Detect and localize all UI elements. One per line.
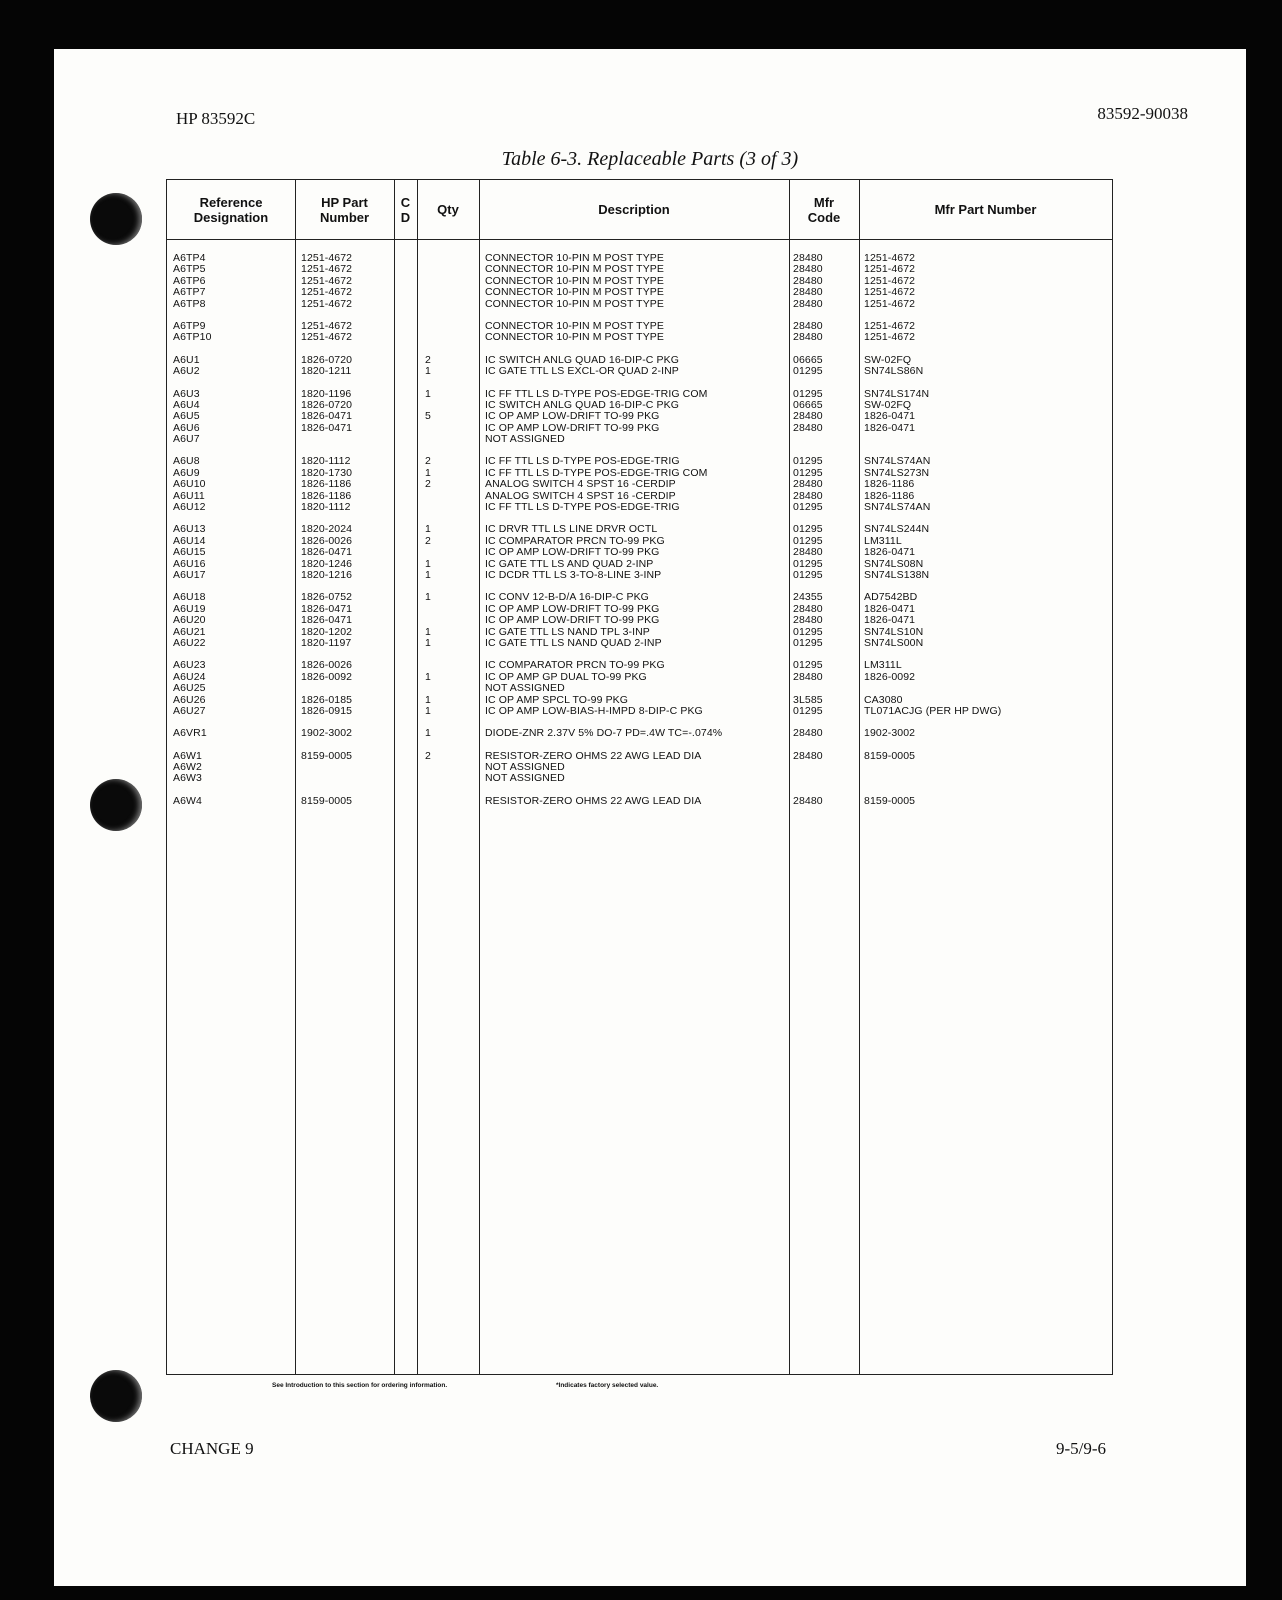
- cell-mfr-code: 28480: [793, 286, 823, 299]
- col-header-mfr-code: Mfr Code: [807, 194, 841, 225]
- footnote-factory: *Indicates factory selected value.: [556, 1382, 659, 1389]
- table-row: [167, 547, 1112, 558]
- cell-mfr-code: 28480: [793, 319, 823, 332]
- binder-hole: [90, 1370, 142, 1422]
- footnote-ordering: See Introduction to this section for ordering information.: [272, 1382, 448, 1389]
- cell-ref-designation: A6W1: [173, 749, 202, 762]
- cell-qty: 1: [425, 365, 431, 378]
- cell-hp-part-number: 8159-0005: [301, 749, 353, 762]
- row-group: [167, 796, 1112, 807]
- row-group: [167, 592, 1112, 649]
- cell-mfr-part-number: 1826-0471: [864, 410, 916, 423]
- cell-ref-designation: A6U26: [173, 693, 206, 706]
- cell-mfr-part-number: 1826-1186: [864, 478, 915, 491]
- cell-mfr-code: 28480: [793, 478, 823, 491]
- cell-hp-part-number: 1251-4672: [301, 263, 353, 276]
- cell-hp-part-number: 1820-1112: [301, 455, 351, 468]
- cell-ref-designation: A6U20: [173, 614, 206, 627]
- cell-description: NOT ASSIGNED: [485, 772, 565, 785]
- cell-mfr-code: 28480: [793, 331, 823, 344]
- cell-ref-designation: A6TP8: [173, 297, 206, 310]
- cell-qty: 1: [425, 704, 431, 717]
- cell-mfr-part-number: SN74LS00N: [864, 636, 924, 649]
- cell-description: IC SWITCH ANLG QUAD 16-DIP-C PKG: [485, 398, 679, 411]
- cell-qty: 1: [425, 523, 431, 536]
- cell-mfr-part-number: 1826-0471: [864, 546, 916, 559]
- cell-description: CONNECTOR 10-PIN M POST TYPE: [485, 263, 665, 276]
- cell-ref-designation: A6U21: [173, 625, 206, 638]
- cell-mfr-part-number: 1251-4672: [864, 252, 916, 264]
- row-group: [167, 321, 1112, 344]
- cell-ref-designation: A6U18: [173, 591, 206, 604]
- cell-mfr-part-number: SN74LS138N: [864, 568, 930, 581]
- table-row: [167, 660, 1112, 671]
- cell-ref-designation: A6U22: [173, 636, 206, 649]
- cell-description: CONNECTOR 10-PIN M POST TYPE: [485, 252, 665, 264]
- cell-hp-part-number: 1826-0092: [301, 670, 353, 683]
- row-group: [167, 389, 1112, 446]
- cell-mfr-part-number: SN74LS74AN: [864, 501, 931, 514]
- document-page: [54, 49, 1246, 1586]
- cell-mfr-code: 01295: [793, 534, 823, 547]
- cell-qty: 2: [425, 534, 431, 547]
- table-row: [167, 423, 1112, 434]
- cell-hp-part-number: 1820-1196: [301, 387, 352, 400]
- cell-mfr-part-number: 1251-4672: [864, 286, 916, 299]
- col-header-reference: Reference Designation: [193, 194, 269, 225]
- row-group: [167, 751, 1112, 785]
- cell-mfr-code: 28480: [793, 546, 823, 559]
- cell-description: IC GATE TTL LS EXCL-OR QUAD 2-INP: [485, 365, 679, 378]
- cell-mfr-part-number: 1251-4672: [864, 274, 916, 287]
- cell-qty: 1: [425, 568, 431, 581]
- cell-description: CONNECTOR 10-PIN M POST TYPE: [485, 319, 665, 332]
- cell-mfr-part-number: SN74LS74AN: [864, 455, 931, 468]
- cell-hp-part-number: 1820-1246: [301, 557, 353, 570]
- table-row: [167, 762, 1112, 773]
- cell-mfr-code: 06665: [793, 398, 823, 411]
- row-group: [167, 253, 1112, 310]
- cell-ref-designation: A6U1: [173, 353, 200, 366]
- cell-mfr-part-number: 8159-0005: [864, 794, 916, 807]
- col-header-mfr-part: Mfr Part Number: [934, 202, 1037, 217]
- cell-mfr-code: 28480: [793, 274, 823, 287]
- cell-description: ANALOG SWITCH 4 SPST 16 -CERDIP: [485, 489, 676, 502]
- cell-mfr-code: 28480: [793, 670, 823, 683]
- cell-qty: 1: [425, 557, 431, 570]
- cell-hp-part-number: 1826-0471: [301, 614, 353, 627]
- cell-description: IC OP AMP LOW-DRIFT TO-99 PKG: [485, 614, 660, 627]
- cell-qty: 1: [425, 466, 431, 479]
- cell-mfr-code: 06665: [793, 353, 823, 366]
- cell-description: CONNECTOR 10-PIN M POST TYPE: [485, 274, 665, 287]
- cell-mfr-code: 28480: [793, 794, 823, 807]
- cell-mfr-part-number: 1902-3002: [864, 727, 916, 740]
- col-header-cd: C D: [400, 194, 411, 225]
- cell-qty: 2: [425, 455, 431, 468]
- cell-mfr-part-number: 1826-0471: [864, 421, 916, 434]
- table-row: [167, 751, 1112, 762]
- parts-table: [166, 179, 1113, 1375]
- table-row: [167, 287, 1112, 298]
- cell-description: IC OP AMP GP DUAL TO-99 PKG: [485, 670, 647, 683]
- cell-ref-designation: A6U2: [173, 365, 200, 378]
- cell-mfr-part-number: SW-02FQ: [864, 353, 912, 366]
- cell-mfr-part-number: SN74LS08N: [864, 557, 924, 570]
- cell-hp-part-number: 1820-1211: [301, 365, 352, 378]
- table-row: [167, 366, 1112, 377]
- cell-ref-designation: A6TP10: [173, 331, 212, 344]
- cell-description: IC OP AMP LOW-DRIFT TO-99 PKG: [485, 602, 660, 615]
- table-row: [167, 570, 1112, 581]
- cell-qty: 1: [425, 636, 431, 649]
- col-header-hp-part: HP Part Number: [319, 194, 370, 225]
- cell-ref-designation: A6U8: [173, 455, 200, 468]
- cell-ref-designation: A6U27: [173, 704, 206, 717]
- cell-mfr-part-number: CA3080: [864, 693, 903, 706]
- cell-qty: 1: [425, 670, 431, 683]
- cell-mfr-code: 3L585: [793, 693, 823, 706]
- cell-description: IC COMPARATOR PRCN TO-99 PKG: [485, 659, 665, 672]
- table-row: [167, 672, 1112, 683]
- cell-ref-designation: A6U6: [173, 421, 200, 434]
- cell-ref-designation: A6TP6: [173, 274, 206, 287]
- cell-description: IC FF TTL LS D-TYPE POS-EDGE-TRIG COM: [485, 387, 708, 400]
- cell-description: IC COMPARATOR PRCN TO-99 PKG: [485, 534, 665, 547]
- table-row: [167, 638, 1112, 649]
- cell-hp-part-number: 1826-0471: [301, 421, 353, 434]
- row-group: [167, 728, 1112, 739]
- cell-description: IC FF TTL LS D-TYPE POS-EDGE-TRIG COM: [485, 466, 708, 479]
- cell-hp-part-number: 1820-1202: [301, 625, 353, 638]
- cell-mfr-code: 28480: [793, 489, 823, 502]
- table-row: [167, 479, 1112, 490]
- cell-mfr-code: 01295: [793, 501, 823, 514]
- cell-hp-part-number: 1251-4672: [301, 297, 353, 310]
- cell-mfr-code: 28480: [793, 421, 823, 434]
- cell-ref-designation: A6W2: [173, 761, 202, 774]
- cell-description: IC DCDR TTL LS 3-TO-8-LINE 3-INP: [485, 568, 662, 581]
- table-row: [167, 502, 1112, 513]
- cell-description: IC FF TTL LS D-TYPE POS-EDGE-TRIG: [485, 455, 680, 468]
- cell-mfr-part-number: LM311L: [864, 534, 902, 547]
- table-row: [167, 299, 1112, 310]
- cell-description: CONNECTOR 10-PIN M POST TYPE: [485, 331, 665, 344]
- table-row: [167, 706, 1112, 717]
- cell-mfr-part-number: 1826-0471: [864, 602, 916, 615]
- row-group: [167, 355, 1112, 378]
- table-row: [167, 411, 1112, 422]
- cell-description: ANALOG SWITCH 4 SPST 16 -CERDIP: [485, 478, 676, 491]
- cell-mfr-code: 28480: [793, 410, 823, 423]
- cell-description: IC OP AMP LOW-DRIFT TO-99 PKG: [485, 410, 660, 423]
- cell-mfr-part-number: SN74LS86N: [864, 365, 924, 378]
- cell-hp-part-number: 1826-0471: [301, 546, 353, 559]
- cell-qty: 2: [425, 478, 431, 491]
- cell-mfr-code: 01295: [793, 659, 823, 672]
- cell-mfr-code: 01295: [793, 387, 823, 400]
- cell-description: NOT ASSIGNED: [485, 761, 565, 774]
- footer-change: CHANGE 9: [170, 1439, 254, 1458]
- cell-ref-designation: A6U17: [173, 568, 206, 581]
- cell-hp-part-number: 1251-4672: [301, 274, 353, 287]
- footer-page-number: 9-5/9-6: [1055, 1439, 1106, 1458]
- cell-hp-part-number: 1826-0720: [301, 353, 353, 366]
- cell-hp-part-number: 1251-4672: [301, 331, 353, 344]
- cell-description: RESISTOR-ZERO OHMS 22 AWG LEAD DIA: [485, 794, 702, 807]
- cell-ref-designation: A6U13: [173, 523, 206, 536]
- cell-mfr-part-number: 1251-4672: [864, 319, 916, 332]
- cell-hp-part-number: 1820-1112: [301, 501, 351, 514]
- cell-description: IC GATE TTL LS NAND QUAD 2-INP: [485, 636, 662, 649]
- cell-hp-part-number: 1820-1730: [301, 466, 353, 479]
- col-header-qty: Qty: [437, 202, 459, 217]
- cell-hp-part-number: 1826-0471: [301, 602, 353, 615]
- cell-hp-part-number: 1820-1216: [301, 568, 353, 581]
- cell-ref-designation: A6TP9: [173, 319, 206, 332]
- cell-mfr-code: 28480: [793, 252, 823, 264]
- cell-ref-designation: A6U24: [173, 670, 206, 683]
- cell-mfr-code: 01295: [793, 455, 823, 468]
- cell-qty: 2: [425, 353, 431, 366]
- cell-mfr-code: 01295: [793, 704, 823, 717]
- cell-mfr-part-number: 1826-1186: [864, 489, 915, 502]
- cell-hp-part-number: 1826-0026: [301, 534, 353, 547]
- cell-mfr-part-number: SN74LS10N: [864, 625, 924, 638]
- table-row: [167, 332, 1112, 343]
- cell-mfr-part-number: 8159-0005: [864, 749, 916, 762]
- cell-hp-part-number: 1826-0752: [301, 591, 353, 604]
- cell-hp-part-number: 1251-4672: [301, 319, 353, 332]
- cell-mfr-code: 01295: [793, 636, 823, 649]
- cell-description: IC GATE TTL LS AND QUAD 2-INP: [485, 557, 654, 570]
- cell-hp-part-number: 1826-0026: [301, 659, 353, 672]
- cell-ref-designation: A6TP4: [173, 252, 206, 264]
- cell-ref-designation: A6TP7: [173, 286, 206, 299]
- row-group: [167, 524, 1112, 581]
- cell-description: NOT ASSIGNED: [485, 433, 565, 446]
- cell-description: CONNECTOR 10-PIN M POST TYPE: [485, 297, 665, 310]
- cell-mfr-code: 28480: [793, 602, 823, 615]
- cell-qty: 1: [425, 387, 431, 400]
- cell-description: IC DRVR TTL LS LINE DRVR OCTL: [485, 523, 658, 536]
- cell-mfr-code: 01295: [793, 523, 823, 536]
- binder-hole: [90, 193, 142, 245]
- cell-mfr-code: 01295: [793, 466, 823, 479]
- cell-ref-designation: A6U7: [173, 433, 200, 446]
- cell-mfr-part-number: LM311L: [864, 659, 902, 672]
- cell-hp-part-number: 1251-4672: [301, 252, 353, 264]
- table-row: [167, 683, 1112, 694]
- cell-ref-designation: A6U23: [173, 659, 206, 672]
- cell-mfr-code: 28480: [793, 614, 823, 627]
- cell-mfr-code: 28480: [793, 727, 823, 740]
- cell-description: IC OP AMP LOW-BIAS-H-IMPD 8-DIP-C PKG: [485, 704, 703, 717]
- cell-hp-part-number: 1826-1186: [301, 489, 352, 502]
- cell-description: IC GATE TTL LS NAND TPL 3-INP: [485, 625, 650, 638]
- cell-hp-part-number: 1826-0471: [301, 410, 353, 423]
- cell-mfr-part-number: 1826-0092: [864, 670, 916, 683]
- cell-ref-designation: A6U5: [173, 410, 200, 423]
- cell-qty: 1: [425, 693, 431, 706]
- cell-ref-designation: A6U4: [173, 398, 200, 411]
- cell-description: CONNECTOR 10-PIN M POST TYPE: [485, 286, 665, 299]
- cell-qty: 1: [425, 625, 431, 638]
- row-group: [167, 456, 1112, 513]
- cell-ref-designation: A6W4: [173, 794, 202, 807]
- cell-mfr-code: 01295: [793, 568, 823, 581]
- cell-ref-designation: A6U3: [173, 387, 200, 400]
- cell-hp-part-number: 1826-0720: [301, 398, 353, 411]
- table-row: [167, 615, 1112, 626]
- cell-mfr-part-number: 1251-4672: [864, 263, 916, 276]
- header-doc-number: 83592-90038: [1097, 104, 1188, 123]
- table-body: [167, 253, 1112, 818]
- cell-description: DIODE-ZNR 2.37V 5% DO-7 PD=.4W TC=-.074%: [485, 727, 723, 740]
- cell-mfr-code: 28480: [793, 297, 823, 310]
- cell-mfr-part-number: SW-02FQ: [864, 398, 912, 411]
- col-header-description: Description: [598, 202, 670, 217]
- cell-mfr-part-number: SN74LS273N: [864, 466, 930, 479]
- cell-ref-designation: A6U15: [173, 546, 206, 559]
- cell-mfr-code: 28480: [793, 749, 823, 762]
- cell-mfr-part-number: 1826-0471: [864, 614, 916, 627]
- binder-hole: [90, 779, 142, 831]
- cell-description: IC OP AMP LOW-DRIFT TO-99 PKG: [485, 421, 660, 434]
- cell-mfr-code: 01295: [793, 557, 823, 570]
- cell-ref-designation: A6TP5: [173, 263, 206, 276]
- table-row: [167, 434, 1112, 445]
- cell-qty: 2: [425, 749, 431, 762]
- cell-hp-part-number: 1251-4672: [301, 286, 353, 299]
- table-row: [167, 728, 1112, 739]
- cell-mfr-code: 01295: [793, 365, 823, 378]
- cell-hp-part-number: 1826-1186: [301, 478, 352, 491]
- cell-hp-part-number: 1826-0185: [301, 693, 353, 706]
- cell-mfr-part-number: TL071ACJG (PER HP DWG): [864, 704, 1002, 717]
- cell-ref-designation: A6U19: [173, 602, 206, 615]
- cell-description: RESISTOR-ZERO OHMS 22 AWG LEAD DIA: [485, 749, 702, 762]
- cell-qty: 1: [425, 727, 431, 740]
- cell-mfr-part-number: SN74LS174N: [864, 387, 930, 400]
- cell-mfr-part-number: AD7542BD: [864, 591, 918, 604]
- cell-ref-designation: A6U14: [173, 534, 206, 547]
- cell-ref-designation: A6U16: [173, 557, 206, 570]
- cell-description: NOT ASSIGNED: [485, 682, 565, 695]
- cell-ref-designation: A6U11: [173, 489, 205, 502]
- cell-description: IC SWITCH ANLG QUAD 16-DIP-C PKG: [485, 353, 679, 366]
- cell-ref-designation: A6VR1: [173, 727, 207, 740]
- table-row: [167, 796, 1112, 807]
- cell-mfr-part-number: 1251-4672: [864, 331, 916, 344]
- row-group: [167, 660, 1112, 717]
- cell-description: IC FF TTL LS D-TYPE POS-EDGE-TRIG: [485, 501, 680, 514]
- table-caption: Table 6-3. Replaceable Parts (3 of 3): [501, 148, 799, 170]
- cell-hp-part-number: 1820-1197: [301, 636, 352, 649]
- cell-hp-part-number: 1902-3002: [301, 727, 353, 740]
- cell-description: IC OP AMP SPCL TO-99 PKG: [485, 693, 629, 706]
- cell-qty: 5: [425, 410, 431, 423]
- cell-ref-designation: A6U10: [173, 478, 206, 491]
- cell-description: IC OP AMP LOW-DRIFT TO-99 PKG: [485, 546, 660, 559]
- cell-mfr-code: 01295: [793, 625, 823, 638]
- cell-ref-designation: A6W3: [173, 772, 202, 785]
- cell-hp-part-number: 1826-0915: [301, 704, 353, 717]
- cell-ref-designation: A6U12: [173, 501, 206, 514]
- cell-qty: 1: [425, 591, 431, 604]
- cell-hp-part-number: 1820-2024: [301, 523, 353, 536]
- table-row: [167, 773, 1112, 784]
- cell-hp-part-number: 8159-0005: [301, 794, 353, 807]
- cell-description: IC CONV 12-B-D/A 16-DIP-C PKG: [485, 591, 649, 604]
- cell-mfr-code: 28480: [793, 263, 823, 276]
- cell-ref-designation: A6U25: [173, 682, 206, 695]
- cell-mfr-part-number: SN74LS244N: [864, 523, 930, 536]
- header-divider: [167, 239, 1112, 240]
- cell-mfr-part-number: 1251-4672: [864, 297, 916, 310]
- cell-mfr-code: 24355: [793, 591, 823, 604]
- cell-ref-designation: A6U9: [173, 466, 200, 479]
- header-model: HP 83592C: [176, 109, 256, 128]
